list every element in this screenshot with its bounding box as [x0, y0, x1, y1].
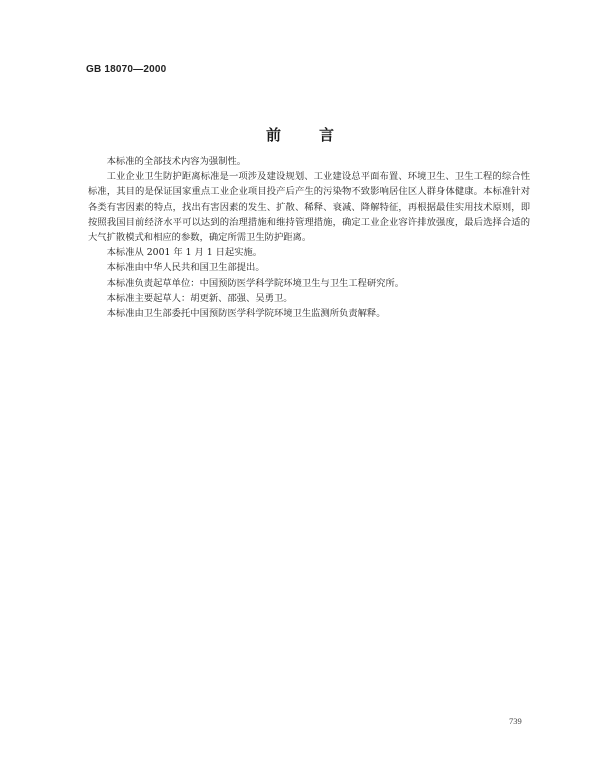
paragraph-interpretation: 本标准由卫生部委托中国预防医学科学院环境卫生监测所负责解释。: [106, 308, 386, 320]
document-body: [88, 154, 530, 321]
paragraph-effective-date: 本标准从 2001 年 1 月 1 日起实施。: [106, 247, 263, 259]
paragraph-mandatory: 本标准的全部技术内容为强制性。: [106, 156, 247, 167]
paragraph-drafters: 本标准主要起草人：胡更新、邵强、吴勇卫。: [106, 292, 293, 304]
paragraph-proposer: 本标准由中华人民共和国卫生部提出。: [106, 262, 265, 274]
page-title: 前言: [265, 126, 372, 144]
paragraph-drafting-unit: 本标准负责起草单位：中国预防医学科学院环境卫生与卫生工程研究所。: [106, 277, 405, 289]
page-number: 739: [509, 716, 522, 726]
paragraph-purpose: 工业企业卫生防护距离标准是一项涉及建设规划、工业建设总平面布置、环境卫生、卫生工程的综合性标准，其目的是保证国家重点工业企业项目投产后产生的污染物不致影响居住区人群身体健康。本标准针对各类有害因素的特点，找出有害因素的发生、扩散、稀释、衰减、降解特征，再根据最佳实用技术原则，即按照我国目前经济水平可以达到的治理措施和维持管理措施，确定工业企业容许排放强度，最后选择合适的大气扩散模式和相应的参数，确定所需卫生防护距离。: [88, 171, 530, 244]
standard-code: GB 18070—2000: [86, 64, 167, 75]
